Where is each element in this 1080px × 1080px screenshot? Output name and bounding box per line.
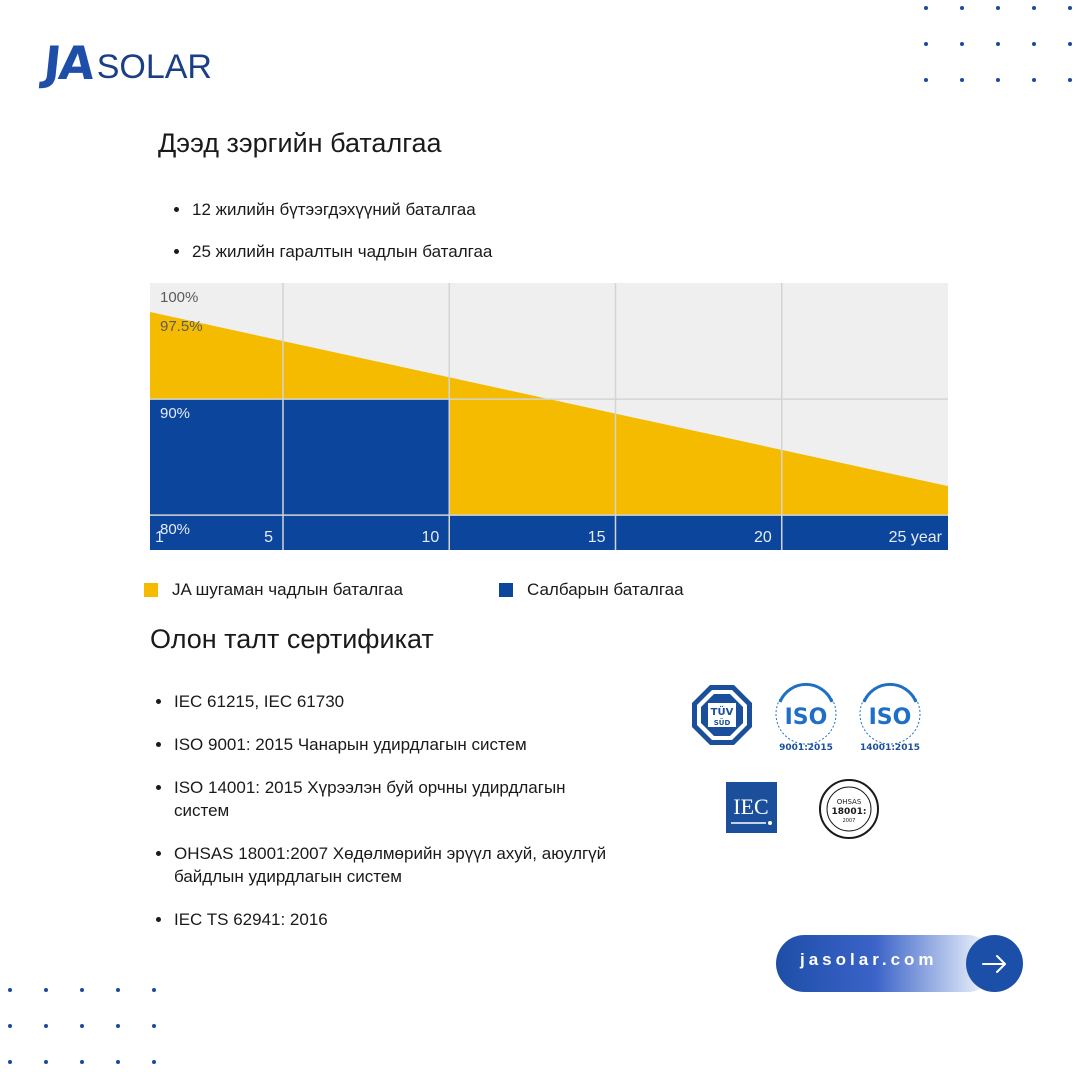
svg-text:IEC: IEC: [733, 794, 769, 819]
x-tick-label: 1: [155, 529, 164, 546]
legend-label-linear: JA шугаман чадлын баталгаа: [172, 580, 403, 599]
svg-text:ISO: ISO: [784, 705, 828, 730]
warranty-title: Дээд зэргийн баталгаа: [158, 128, 442, 158]
warranty-chart: [150, 283, 948, 550]
legend-industry: [499, 580, 684, 600]
svg-text:ISO: ISO: [868, 705, 912, 730]
logo-ja: JA: [41, 36, 96, 90]
warranty-list: [168, 198, 492, 282]
y-tick-label: 80%: [160, 521, 191, 539]
arrow-right-icon: [981, 954, 1009, 974]
svg-text:OHSAS: OHSAS: [836, 798, 862, 806]
website-link-text[interactable]: jasolar.com: [800, 950, 938, 969]
ja-solar-logo: [41, 36, 212, 90]
tuv-sud-logo: [692, 685, 752, 745]
iso-9001-logo: [776, 684, 836, 753]
x-tick-label: 5: [264, 529, 273, 546]
svg-text:9001:2015: 9001:2015: [779, 743, 833, 753]
arrow-right-button[interactable]: [966, 935, 1023, 992]
legend-linear: [144, 580, 403, 600]
legend-swatch-linear: [144, 583, 158, 597]
dot-grid-bottom-left: [8, 988, 156, 1064]
iec-logo: [726, 782, 777, 833]
svg-text:2007: 2007: [842, 818, 856, 824]
cert-item: ISO 14001: 2015 Хүрээлэн буй орчны удирдлагын систем: [150, 776, 610, 822]
cert-item: ISO 9001: 2015 Чанарын удирдлагын систем: [150, 733, 610, 756]
iso-14001-logo: [860, 684, 920, 753]
legend-swatch-industry: [499, 583, 513, 597]
certifications-list: [150, 690, 610, 951]
svg-text:TÜV: TÜV: [710, 707, 734, 718]
logo-solar: SOLAR: [96, 48, 212, 86]
svg-text:18001:: 18001:: [831, 807, 867, 817]
y-tick-label: 97.5%: [160, 318, 203, 336]
x-tick-label: 20: [753, 529, 772, 546]
certifications-title: Олон талт сертификат: [150, 624, 434, 654]
cert-item: IEC 61215, IEC 61730: [150, 690, 610, 713]
y-tick-label: 100%: [160, 289, 199, 306]
certification-logos: [680, 680, 960, 850]
x-tick-label: 10: [421, 529, 440, 546]
x-tick-label: 15: [587, 529, 606, 546]
warranty-item: 25 жилийн гаралтын чадлын баталгаа: [168, 240, 492, 263]
x-tick-label: 25 year: [888, 529, 942, 546]
svg-text:SÜD: SÜD: [713, 719, 731, 727]
y-tick-label: 90%: [160, 405, 191, 423]
cert-item: OHSAS 18001:2007 Хөдөлмөрийн эрүүл ахуй, аюулгүй байдлын удирдлагын систем: [150, 842, 610, 888]
legend-label-industry: Салбарын баталгаа: [527, 580, 684, 599]
dot-grid-top-right: [924, 6, 1072, 82]
svg-text:14001:2015: 14001:2015: [860, 743, 920, 753]
cert-item: IEC TS 62941: 2016: [150, 908, 610, 931]
ohsas-18001-logo: [820, 780, 878, 838]
warranty-item: 12 жилийн бүтээгдэхүүний баталгаа: [168, 198, 492, 221]
